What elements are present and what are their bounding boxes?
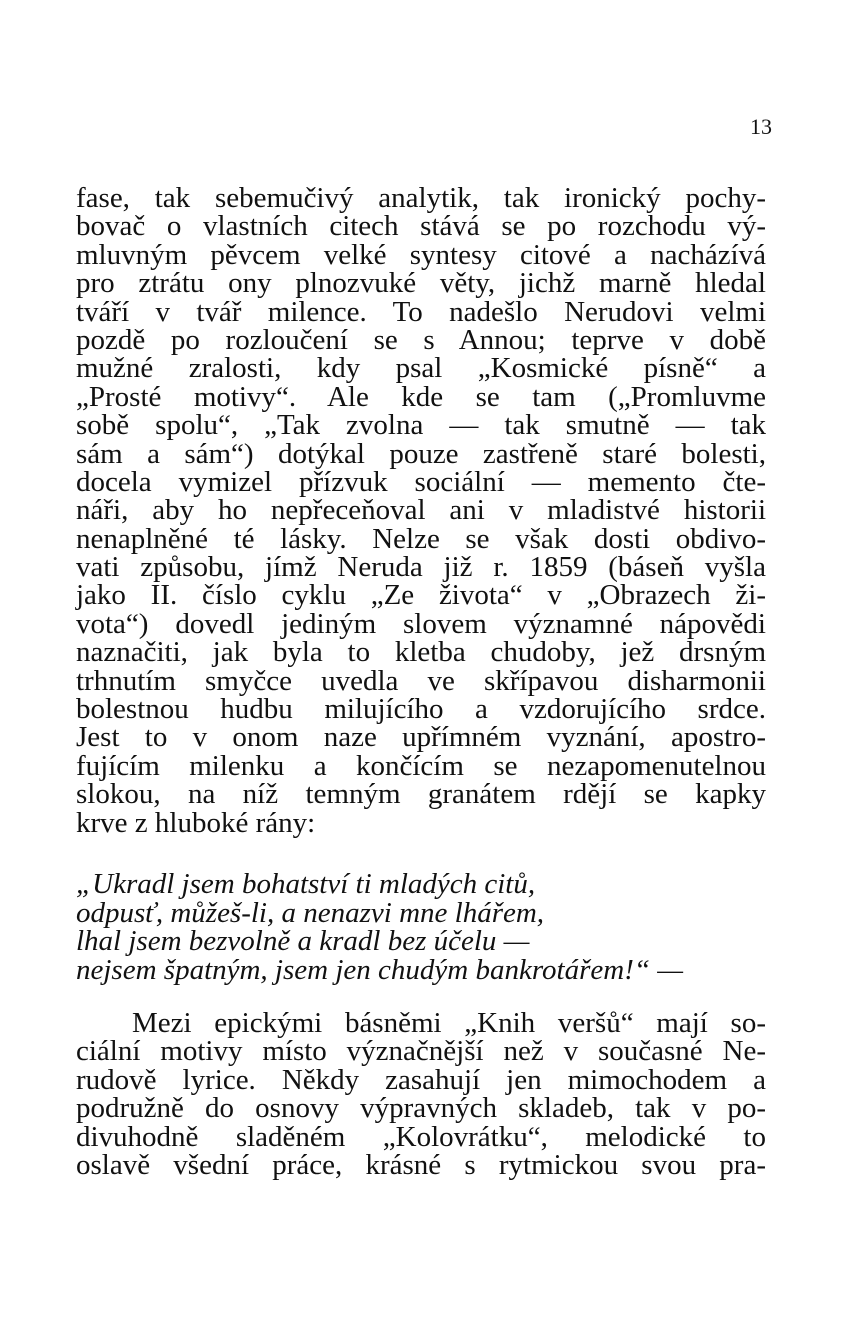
text-line: mužné zralosti, kdy psal „Kosmické písně“ a bbox=[76, 352, 766, 385]
text-line: fase, tak sebemučivý analytik, tak ironický pochy- bbox=[76, 182, 766, 214]
poem-line: odpusť, můžeš-li, a nenazvi mne lhářem, bbox=[76, 896, 545, 929]
text-line: krve z hluboké rány: bbox=[76, 806, 316, 839]
text-line: vota“) dovedl jediným slovem významné nápovědi bbox=[76, 607, 766, 640]
poem-quote bbox=[76, 870, 776, 984]
text-line: slokou, na níž temným granátem rdějí se kapky bbox=[76, 778, 766, 811]
poem-line: nejsem špatným, jsem jen chudým bankrotářem!“ — bbox=[76, 953, 684, 986]
text-line: „Prosté motivy“. Ale kde se tam („Promluvme bbox=[76, 380, 766, 413]
paragraph-main bbox=[76, 184, 766, 837]
text-line: nenaplněné té lásky. Nelze se však dosti obdivo- bbox=[76, 522, 766, 555]
poem-line: lhal jsem bezvolně a kradl bez účelu — bbox=[76, 925, 530, 957]
text-line: divuhodně sladěném „Kolovrátku“, melodické to bbox=[76, 1120, 766, 1153]
text-line: docela vymizel přízvuk sociální — memento čte- bbox=[76, 465, 766, 498]
text-line: tváří v tvář milence. To nadešlo Nerudovi velmi bbox=[76, 295, 766, 328]
paragraph-second bbox=[76, 1009, 766, 1179]
page-number: 13 bbox=[750, 114, 772, 139]
text-line: pozdě po rozloučení se s Annou; teprve v době bbox=[76, 323, 766, 356]
text-line: oslavě všední práce, krásné s rytmickou svou pra- bbox=[76, 1148, 766, 1181]
text-line: sám a sám“) dotýkal pouze zastřeně staré bolesti, bbox=[76, 437, 766, 470]
text-line: náři, aby ho nepřeceňoval ani v mladistvé historii bbox=[76, 494, 766, 527]
text-line: pro ztrátu ony plnozvuké věty, jichž marně hledal bbox=[76, 267, 766, 300]
text-line: podružně do osnovy výpravných skladeb, tak v po- bbox=[76, 1092, 766, 1125]
text-line: rudově lyrice. Někdy zasahují jen mimochodem a bbox=[76, 1063, 766, 1096]
text-line: mluvným pěvcem velké syntesy citové a nacházívá bbox=[76, 238, 766, 271]
poem-line: „Ukradl jsem bohatství ti mladých citů, bbox=[76, 868, 536, 900]
text-line: Mezi epickými básněmi „Knih veršů“ mají so- bbox=[132, 1007, 766, 1039]
text-line: sobě spolu“, „Tak zvolna — tak smutně — tak bbox=[76, 409, 766, 442]
text-line: ciální motivy místo význačnější než v současné Ne- bbox=[76, 1035, 766, 1068]
text-line: bolestnou hudbu milujícího a vzdorujícího srdce. bbox=[76, 693, 766, 726]
text-line: vati způsobu, jímž Neruda již r. 1859 (báseň vyšla bbox=[76, 551, 766, 584]
text-line: fujícím milenku a končícím se nezapomenutelnou bbox=[76, 749, 766, 782]
text-line: Jest to v onom naze upřímném vyznání, apostro- bbox=[76, 721, 766, 754]
text-line: naznačiti, jak byla to kletba chudoby, jež drsným bbox=[76, 636, 766, 669]
text-line: bovač o vlastních citech stává se po rozchodu vý- bbox=[76, 210, 766, 243]
text-line: jako II. číslo cyklu „Ze života“ v „Obrazech ži- bbox=[76, 579, 766, 612]
text-line: trhnutím smyčce uvedla ve skřípavou disharmonii bbox=[76, 664, 766, 697]
